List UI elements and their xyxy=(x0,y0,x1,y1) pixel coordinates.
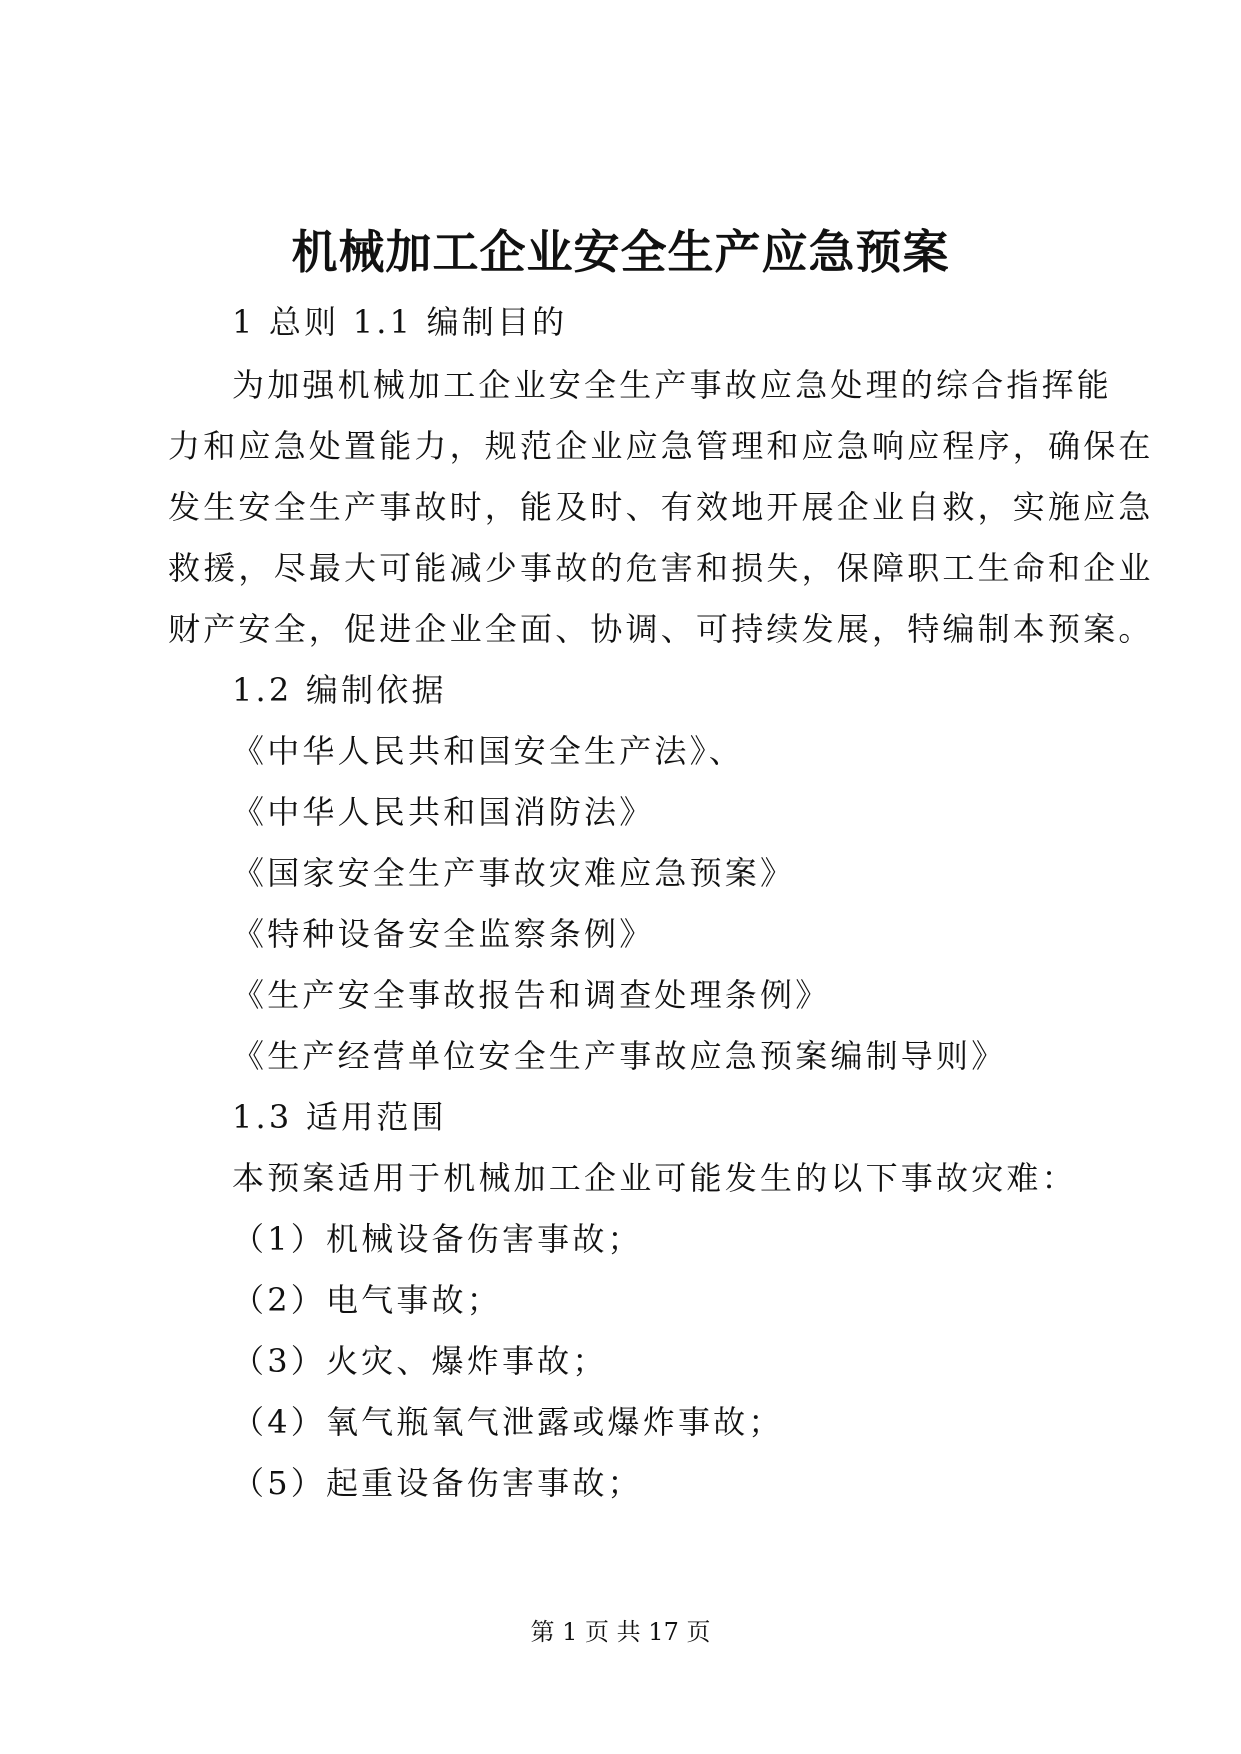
paragraph-line: 为加强机械加工企业安全生产事故应急处理的综合指挥能 xyxy=(232,366,1113,404)
list-item: （3）火灾、爆炸事故； xyxy=(232,1342,608,1380)
reference-item: 《中华人民共和国消防法》 xyxy=(232,793,655,831)
section-heading-1-2: 1.2 编制依据 xyxy=(232,671,447,709)
paragraph-line: 财产安全，促进企业全面、协调、可持续发展，特编制本预案。 xyxy=(168,610,1154,648)
list-item: （1）机械设备伤害事故； xyxy=(232,1220,643,1258)
paragraph-line: 救援，尽最大可能减少事故的危害和损失，保障职工生命和企业 xyxy=(168,549,1154,587)
reference-item: 《中华人民共和国安全生产法》、 xyxy=(232,732,745,770)
document-title: 机械加工企业安全生产应急预案 xyxy=(291,225,950,279)
paragraph-line: 发生安全生产事故时，能及时、有效地开展企业自救，实施应急 xyxy=(168,488,1154,526)
paragraph-line: 本预案适用于机械加工企业可能发生的以下事故灾难： xyxy=(232,1159,1077,1197)
reference-item: 《国家安全生产事故灾难应急预案》 xyxy=(232,854,796,892)
list-item: （2）电气事故； xyxy=(232,1281,502,1319)
reference-item: 《生产安全事故报告和调查处理条例》 xyxy=(232,976,831,1014)
page-footer: 第 1 页 共 17 页 xyxy=(530,1618,711,1646)
list-item: （4）氧气瓶氧气泄露或爆炸事故； xyxy=(232,1403,784,1441)
reference-item: 《生产经营单位安全生产事故应急预案编制导则》 xyxy=(232,1037,1007,1075)
list-item: （5）起重设备伤害事故； xyxy=(232,1464,643,1502)
section-heading-1-3: 1.3 适用范围 xyxy=(232,1098,447,1136)
reference-item: 《特种设备安全监察条例》 xyxy=(232,915,655,953)
paragraph-line: 力和应急处置能力，规范企业应急管理和应急响应程序，确保在 xyxy=(168,427,1154,465)
section-heading-1-1: 1 总则 1.1 编制目的 xyxy=(232,303,568,341)
